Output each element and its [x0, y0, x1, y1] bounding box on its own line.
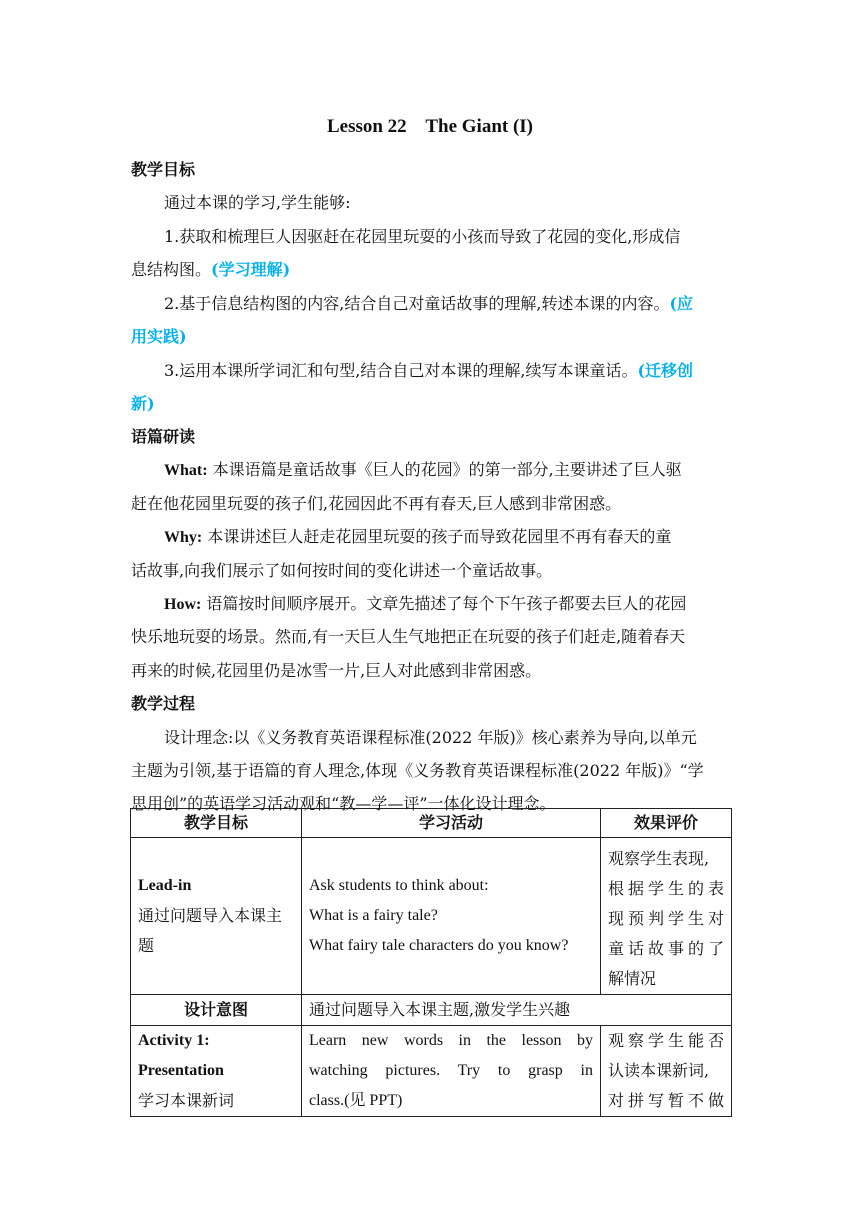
row2-goal-title-1: Activity 1:: [138, 1032, 210, 1049]
row1-eval-line: 观察学生表现,: [608, 849, 710, 868]
why-label: Why:: [164, 529, 203, 546]
objective-3-text: 3.运用本课所学词汇和句型,结合自己对本课的理解,续写本课童话。: [164, 361, 638, 380]
row1-eval-line: 现预判学生对: [608, 909, 724, 928]
design-intent-label: 设计意图: [131, 995, 302, 1026]
lesson-title: Lesson 22 The Giant (I): [326, 116, 534, 137]
how-text-1: 语篇按时间顺序展开。文章先描述了每个下午孩子都要去巨人的花园: [201, 594, 687, 613]
how-line-1: [164, 594, 764, 615]
header-goal: 教学目标: [131, 809, 302, 838]
objective-3-line-1: [164, 361, 764, 381]
row2-eval-line: 认读本课新词,: [608, 1061, 710, 1080]
row1-goal-title: Lead-in: [138, 877, 192, 894]
why-text-1: 本课讲述巨人赶走花园里玩耍的孩子而导致花园里不再有春天的童: [202, 527, 672, 546]
objective-2-text: 2.基于信息结构图的内容,结合自己对童话故事的理解,转述本课的内容。: [164, 294, 670, 313]
row1-activity-line: Ask students to think about:: [309, 877, 489, 894]
table-row: [131, 1026, 732, 1117]
objective-2-tag-part-1: (应: [669, 294, 694, 313]
objectives-heading: 教学目标: [131, 160, 196, 179]
objective-1-line-2: [131, 260, 731, 280]
design-intent-text: 通过问题导入本课主题,激发学生兴趣: [302, 995, 732, 1026]
row1-eval-line: 童话故事的了: [608, 939, 724, 958]
row2-goal-desc: 学习本课新词: [138, 1091, 235, 1110]
why-line-1: [164, 527, 764, 548]
row2-activity-line: class.(见 PPT): [309, 1092, 403, 1109]
row2-goal-title-2: Presentation: [138, 1062, 224, 1079]
header-activity: 学习活动: [302, 809, 601, 838]
objective-3-tag-part-2: 新): [131, 394, 155, 413]
row2-evaluation: [601, 1026, 732, 1117]
row2-activity-line: watching pictures. Try to grasp in: [309, 1062, 593, 1079]
row1-activity-line: What fairy tale characters do you know?: [309, 937, 569, 954]
table-header-row: [131, 809, 732, 838]
header-evaluation: 效果评价: [601, 809, 732, 838]
row1-activity-line: What is a fairy tale?: [309, 907, 438, 924]
how-line-2: 快乐地玩耍的场景。然而,有一天巨人生气地把正在玩耍的孩子们赶走,随着春天: [131, 627, 686, 646]
objective-1-line-1: 1.获取和梳理巨人因驱赶在花园里玩耍的小孩而导致了花园的变化,形成信: [164, 227, 681, 246]
row1-goal: [131, 838, 302, 995]
teaching-table: [130, 808, 732, 1117]
objective-1-text: 息结构图。: [131, 260, 212, 279]
design-intent-row: [131, 995, 732, 1026]
table-row: [131, 838, 732, 995]
row2-activity: [302, 1026, 601, 1117]
row2-activity-line: Learn new words in the lesson by: [309, 1032, 593, 1049]
row2-eval-line: 对拼写暂不做: [608, 1091, 724, 1110]
what-line-2: 赶在他花园里玩耍的孩子们,花园因此不再有春天,巨人感到非常困惑。: [131, 494, 622, 513]
process-line-1: 设计理念:以《义务教育英语课程标准(2022 年版)》核心素养为导向,以单元: [164, 728, 697, 747]
row1-goal-desc-2: 题: [138, 936, 155, 955]
row1-activity: [302, 838, 601, 995]
process-heading: 教学过程: [131, 694, 196, 713]
how-label: How:: [164, 596, 202, 613]
what-label: What:: [164, 462, 208, 479]
row2-goal: [131, 1026, 302, 1117]
row1-eval-line: 根据学生的表: [608, 879, 724, 898]
objectives-intro: 通过本课的学习,学生能够:: [164, 193, 351, 212]
what-line-1: [164, 460, 764, 481]
what-text-1: 本课语篇是童话故事《巨人的花园》的第一部分,主要讲述了巨人驱: [207, 460, 682, 479]
objective-2-tag-part-2: 用实践): [131, 327, 187, 346]
objective-3-tag-part-1: (迁移创: [637, 361, 694, 380]
objective-2-line-1: [164, 294, 764, 314]
study-heading: 语篇研读: [131, 427, 196, 446]
row1-goal-desc-1: 通过问题导入本课主: [138, 906, 283, 925]
process-line-3: 思用创”的英语学习活动观和“教—学—评”一体化设计理念。: [131, 794, 556, 813]
row2-eval-line: 观察学生能否: [608, 1031, 724, 1050]
process-line-2: 主题为引领,基于语篇的育人理念,体现《义务教育英语课程标准(2022 年版)》“学: [131, 761, 704, 780]
row1-eval-line: 解情况: [608, 969, 657, 988]
why-line-2: 话故事,向我们展示了如何按时间的变化讲述一个童话故事。: [131, 561, 553, 580]
objective-1-tag: (学习理解): [211, 260, 291, 279]
row1-evaluation: [601, 838, 732, 995]
how-line-3: 再来的时候,花园里仍是冰雪一片,巨人对此感到非常困惑。: [131, 661, 542, 680]
